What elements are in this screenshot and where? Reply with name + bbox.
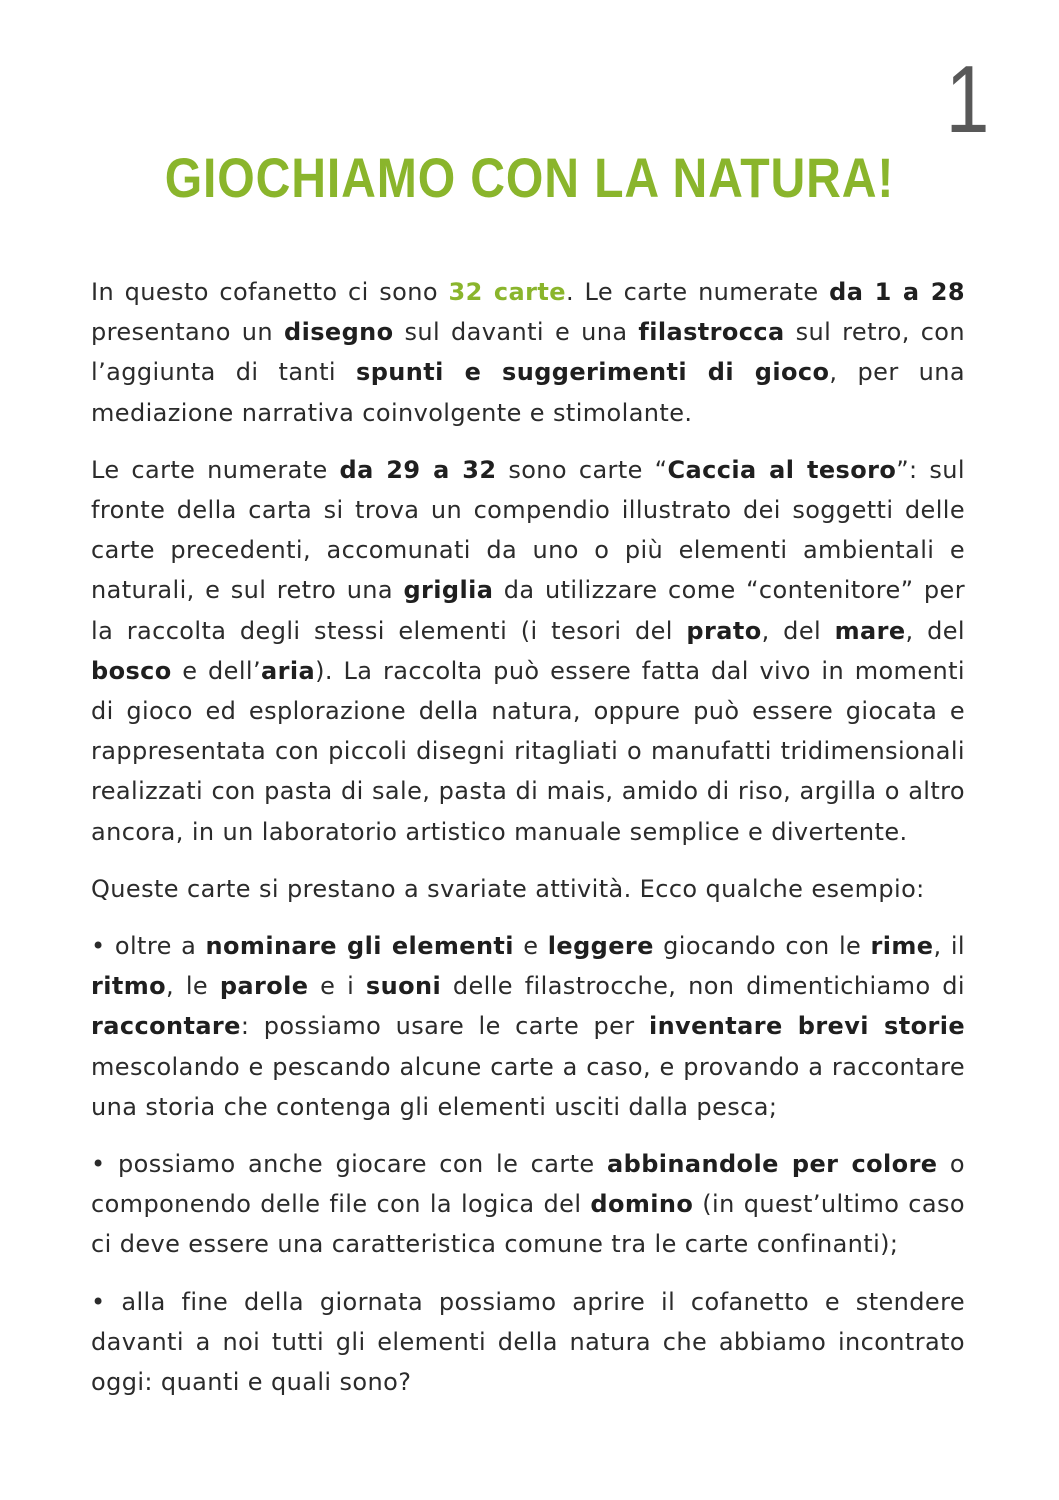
activity-item-review [91,1282,965,1403]
bold-text: aria [261,656,316,685]
bold-text: abbinandole per colore [607,1150,938,1179]
text-span: o componendo delle file con la logica del [91,1150,965,1219]
bold-text: spunti e suggerimenti di gioco [356,358,830,387]
text-span: , per una mediazione narrativa coinvolgente e stimolante. [91,358,966,427]
text-span: , del [905,616,965,645]
text-span: da utilizzare come “contenitore” per la raccolta degli stessi elementi (i tesori del [91,576,965,645]
treasure-hunt-paragraph [91,450,965,852]
text-span: e dell’ [171,656,262,685]
text-span: giocando con le [653,932,871,961]
bold-text: filastrocca [638,318,785,347]
text-span: presentano un [91,318,284,347]
bold-text: griglia [403,576,494,605]
bold-text: prato [686,616,762,645]
text-span: ”: sul fronte della carta si trova un compendio illustrato dei soggetti delle carte precedenti, accomunati da uno o più elementi ambientali e naturali, e sul retro una [91,455,965,605]
text-span: . Le carte numerate [565,278,830,306]
bold-text: leggere [547,932,654,961]
text-span: Queste carte si prestano a svariate attività. Ecco qualche esempio: [91,874,925,903]
text-span: , le [166,972,220,1001]
bold-text: domino [590,1190,694,1219]
text-span: , il [933,932,965,961]
text-span: delle filastrocche, non dimentichiamo di [441,972,965,1001]
page-number: 1 [945,46,989,153]
activity-item-matching [91,1144,965,1265]
text-span: Le carte numerate [91,455,340,484]
text-span: : possiamo usare le carte per [240,1012,649,1041]
body-text [91,272,965,1419]
text-span: • possiamo anche giocare con le carte [91,1150,608,1179]
text-span: • alla fine della giornata possiamo aprire il cofanetto e stendere davanti a noi tutti gli elementi della natura che abbiamo incontrato oggi: quanti e quali sono? [91,1287,965,1397]
intro-paragraph [91,272,965,433]
bold-text: disegno [284,318,394,347]
page-title: GIOCHIAMO CON LA NATURA! [164,146,895,209]
text-span: , del [761,616,835,645]
bold-text: Caccia al tesoro [667,455,897,484]
bold-text: inventare brevi storie [648,1012,965,1041]
bold-text: raccontare [91,1012,241,1041]
text-span: In questo cofanetto ci sono [91,278,449,306]
activity-item-storytelling [91,926,965,1127]
text-span: sul davanti e una [393,318,639,347]
highlight-card-count: 32 carte [448,278,566,306]
text-span: e i [308,972,366,1001]
bold-text: da 1 a 28 [829,278,965,306]
text-span: • oltre a [91,932,206,961]
bold-text: bosco [91,656,172,685]
bold-text: mare [834,616,906,645]
text-span: mescolando e pescando alcune carte a caso, e provando a raccontare una storia che contenga gli elementi usciti dalla pesca; [91,1052,965,1121]
activities-intro-paragraph [91,869,965,909]
bold-text: ritmo [91,972,167,1001]
bold-text: rime [870,932,934,961]
bold-text: nominare gli elementi [205,932,514,961]
text-span: sono carte “ [496,455,668,484]
bold-text: suoni [365,972,442,1001]
text-span: (in quest’ultimo caso ci deve essere una caratteristica comune tra le carte confinanti); [91,1190,965,1259]
bold-text: da 29 a 32 [339,455,497,484]
text-span: sul retro, con l’aggiunta di tanti [91,318,965,387]
bold-text: parole [219,972,309,1001]
text-span: e [513,932,548,961]
text-span: ). La raccolta può essere fatta dal vivo in momenti di gioco ed esplorazione della natura, oppure può essere giocata e rappresentata con piccoli disegni ritagliati o manufatti tridimensionali realizzati con pasta di sale, pasta di mais, amido di riso, argilla o altro ancora, in un laboratorio artistico manuale semplice e divertente. [91,656,965,846]
